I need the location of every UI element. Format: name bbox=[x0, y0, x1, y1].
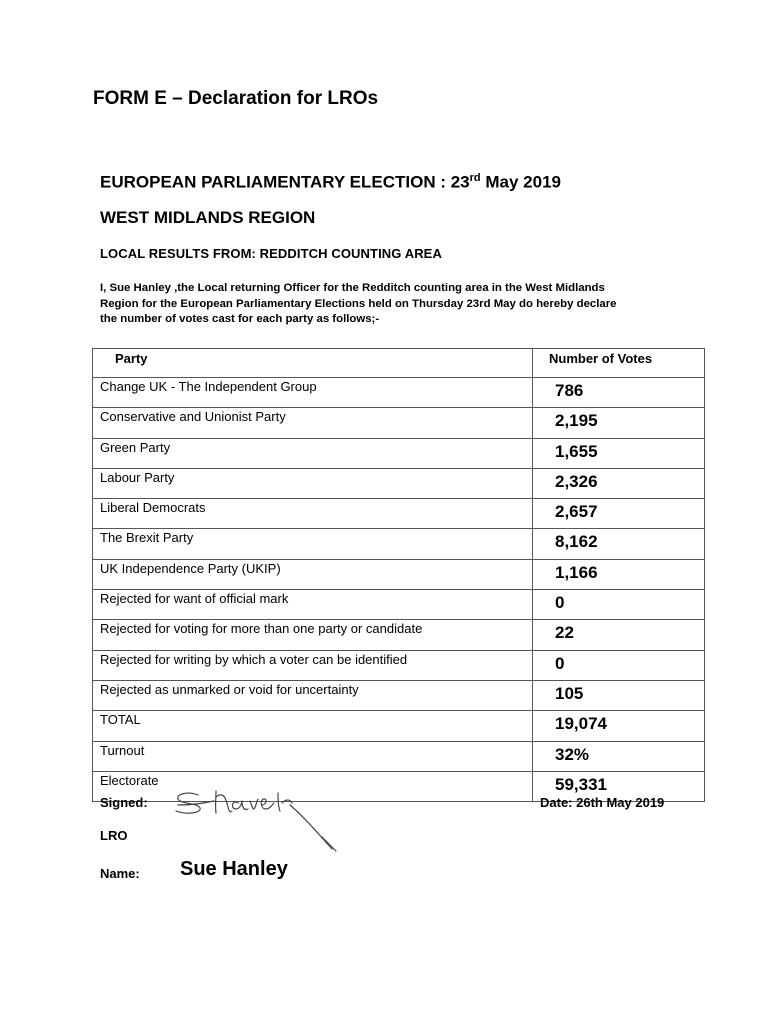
table-row bbox=[93, 680, 705, 710]
table-row bbox=[93, 499, 705, 529]
votes-cell: 0 bbox=[533, 590, 705, 620]
table-row bbox=[93, 529, 705, 559]
party-name-cell: Green Party bbox=[93, 438, 533, 468]
votes-cell: 2,657 bbox=[533, 499, 705, 529]
votes-cell: 19,074 bbox=[533, 711, 705, 741]
election-title-prefix: EUROPEAN PARLIAMENTARY ELECTION : 23 bbox=[100, 172, 470, 192]
votes-column-header: Number of Votes bbox=[533, 349, 705, 378]
form-title: FORM E – Declaration for LROs bbox=[93, 88, 379, 109]
declaration-date: Date: 26th May 2019 bbox=[540, 795, 665, 810]
officer-name: Sue Hanley bbox=[180, 858, 288, 880]
table-row bbox=[93, 590, 705, 620]
table-header-row bbox=[93, 349, 705, 378]
votes-cell: 8,162 bbox=[533, 529, 705, 559]
party-name-cell: TOTAL bbox=[93, 711, 533, 741]
table-row bbox=[93, 468, 705, 498]
party-name-cell: The Brexit Party bbox=[93, 529, 533, 559]
table-row bbox=[93, 378, 705, 408]
votes-cell: 1,166 bbox=[533, 559, 705, 589]
region-title: WEST MIDLANDS REGION bbox=[100, 208, 316, 227]
election-title bbox=[100, 172, 561, 193]
party-name-cell: Change UK - The Independent Group bbox=[93, 378, 533, 408]
party-name-cell: Rejected for want of official mark bbox=[93, 590, 533, 620]
votes-cell: 2,326 bbox=[533, 468, 705, 498]
table-row bbox=[93, 741, 705, 771]
table-row bbox=[93, 620, 705, 650]
votes-cell: 0 bbox=[533, 650, 705, 680]
party-name-cell: Liberal Democrats bbox=[93, 499, 533, 529]
party-name-cell: Turnout bbox=[93, 741, 533, 771]
votes-cell: 2,195 bbox=[533, 408, 705, 438]
table-row bbox=[93, 650, 705, 680]
votes-cell: 22 bbox=[533, 620, 705, 650]
signature-image bbox=[172, 785, 342, 857]
local-results-heading: LOCAL RESULTS FROM: REDDITCH COUNTING AREA bbox=[100, 246, 442, 261]
declaration-line: Region for the European Parliamentary Elections held on Thursday 23rd May do hereby declare bbox=[100, 297, 617, 310]
party-name-cell: Labour Party bbox=[93, 468, 533, 498]
table-row bbox=[93, 559, 705, 589]
name-label: Name: bbox=[100, 866, 140, 881]
party-name-cell: Rejected for voting for more than one party or candidate bbox=[93, 620, 533, 650]
table-row bbox=[93, 408, 705, 438]
votes-cell: 1,655 bbox=[533, 438, 705, 468]
election-date-suffix: rd bbox=[469, 172, 481, 184]
results-table bbox=[92, 348, 705, 802]
party-name-cell: UK Independence Party (UKIP) bbox=[93, 559, 533, 589]
signed-label: Signed: bbox=[100, 795, 148, 810]
party-name-cell: Rejected for writing by which a voter can be identified bbox=[93, 650, 533, 680]
party-name-cell: Conservative and Unionist Party bbox=[93, 408, 533, 438]
table-row bbox=[93, 438, 705, 468]
handwritten-signature bbox=[172, 785, 342, 862]
party-column-header: Party bbox=[93, 349, 533, 378]
party-name-cell: Rejected as unmarked or void for uncertainty bbox=[93, 680, 533, 710]
lro-label: LRO bbox=[100, 828, 128, 843]
declaration-paragraph bbox=[100, 281, 700, 328]
votes-cell: 59,331 bbox=[533, 771, 705, 801]
votes-cell: 105 bbox=[533, 680, 705, 710]
declaration-line: I, Sue Hanley ,the Local returning Officer for the Redditch counting area in the West Midlands bbox=[100, 282, 605, 294]
declaration-line: the number of votes cast for each party as follows;- bbox=[100, 313, 380, 325]
party-name-cell: Electorate bbox=[93, 771, 533, 801]
election-title-suffix: May 2019 bbox=[480, 172, 561, 192]
votes-cell: 32% bbox=[533, 741, 705, 771]
votes-cell: 786 bbox=[533, 378, 705, 408]
table-row bbox=[93, 711, 705, 741]
